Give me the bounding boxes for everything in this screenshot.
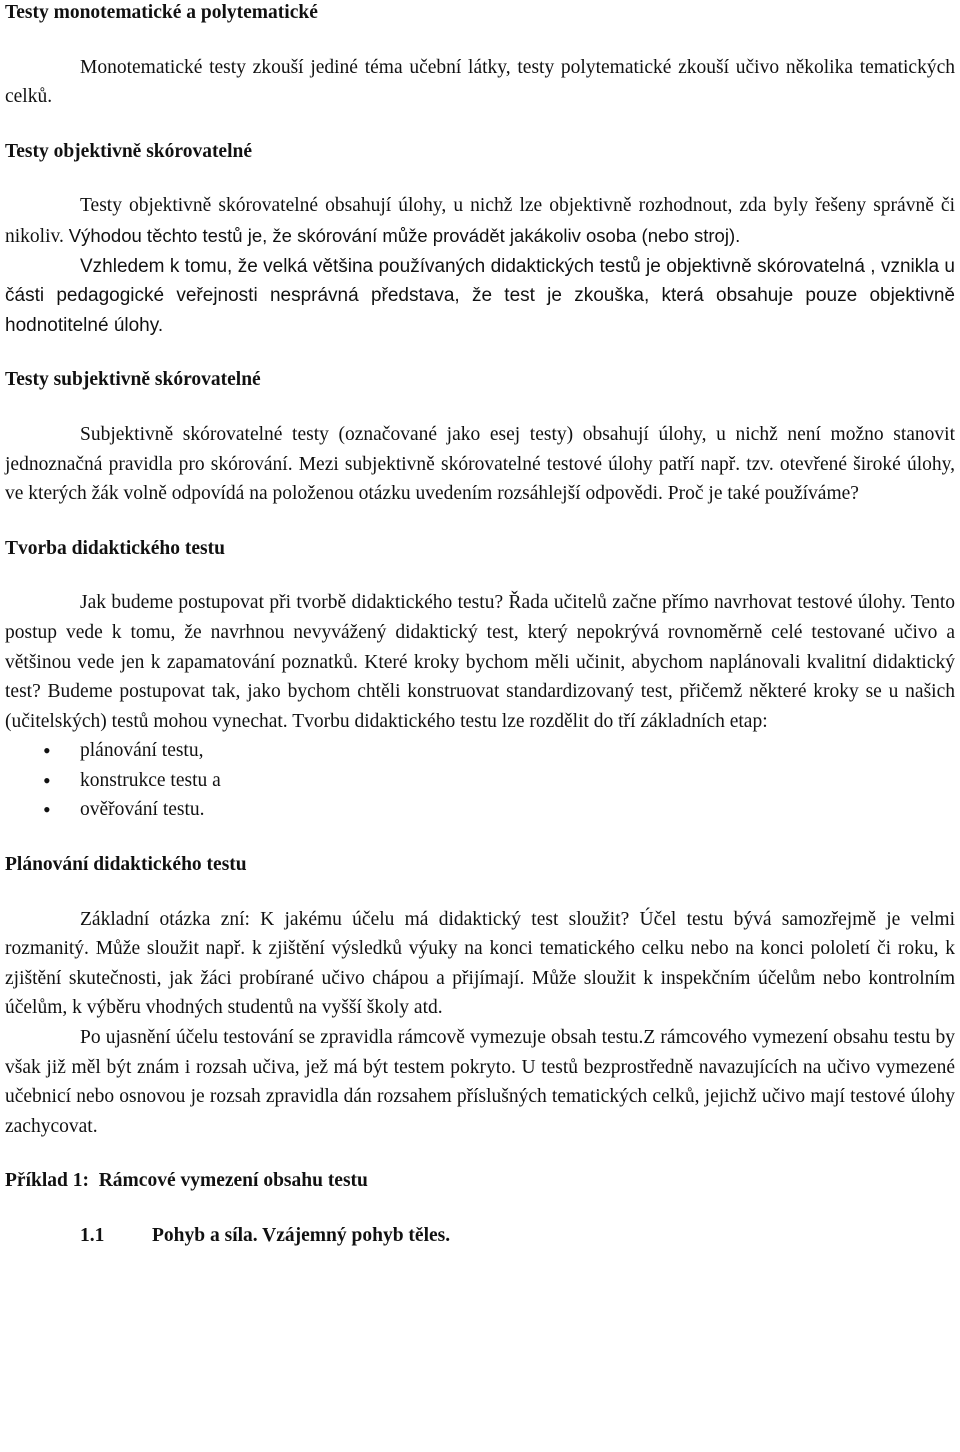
- list-item: • plánování testu,: [5, 736, 955, 766]
- paragraph-objektivne-1b: Výhodou těchto testů je, že skórování může provádět jakákoliv osoba (nebo stroj).: [68, 224, 741, 246]
- stages-list: [5, 736, 955, 825]
- paragraph-monotematicke: Monotematické testy zkouší jediné téma učební látky, testy polytematické zkouší učivo několika tematických celků.: [5, 56, 955, 108]
- paragraph-objektivne-1a: Testy objektivně skórovatelné obsahují úlohy, u nichž lze objektivně rozhodnout, zda byly řešeny správně či nikoliv.: [5, 195, 955, 247]
- paragraph-objektivne-2: Vzhledem k tomu, že velká většina používaných didaktických testů je objektivně skórovatelná , vznikla u části pedagogické veřejnosti nesprávná představa, že test je zkouška, která obsahuje pouze objektivně hodnotitelné úlohy.: [5, 255, 955, 336]
- paragraph-subjektivne: Subjektivně skórovatelné testy (označované jako esej testy) obsahují úlohy, u nichž není možno stanovit jednoznačná pravidla pro skórování. Mezi subjektivně skórovatelné testové úlohy patří např. tzv. otevřené široké úlohy, ve kterých žák volně odpovídá na položenou otázku uvedením rozsáhlejší odpovědi. Proč je také používáme?: [5, 423, 955, 505]
- example-item-text: Pohyb a síla. Vzájemný pohyb těles.: [152, 1225, 451, 1246]
- heading-objektivne: Testy objektivně skórovatelné: [5, 140, 253, 162]
- heading-subjektivne: Testy subjektivně skórovatelné: [5, 369, 261, 391]
- paragraph-tvorba: Jak budeme postupovat při tvorbě didaktického testu? Řada učitelů začne přímo navrhovat testové úlohy. Tento postup vede k tomu, že navrhnou nevyvážený didaktický test, který nepokrývá rovnoměrně celé testované učivo a většinou vede jen k zapamatování poznatků. Které kroky bychom měli učinit, abychom naplánovali kvalitní didaktický test? Budeme postupovat tak, jako bychom chtěli konstruovat standardizovaný test, přičemž některé kroky se u našich (učitelských) testů mohou vynechat. Tvorbu didaktického testu lze rozdělit do tří základních etap:: [5, 592, 955, 732]
- list-item: • ověřování testu.: [5, 795, 955, 825]
- heading-tvorba: Tvorba didaktického testu: [5, 537, 225, 559]
- list-item: • konstrukce testu a: [5, 766, 955, 796]
- document-page: [5, 0, 955, 1251]
- example-item: [5, 1221, 955, 1251]
- paragraph-objektivne-1: [5, 191, 955, 251]
- heading-monotematicke: Testy monotematické a polytematické: [5, 2, 318, 23]
- heading-planovani: Plánování didaktického testu: [5, 854, 247, 876]
- example-item-number: 1.1: [80, 1225, 105, 1246]
- paragraph-planovani-1: Základní otázka zní: K jakému účelu má didaktický test sloužit? Účel testu bývá samozřejmě je velmi rozmanitý. Může sloužit např. k zjištění výsledků výuky na konci tematického celku nebo na konci pololetí či roku, k zjištění skutečnosti, jak žáci probírané učivo chápou a přijímají. Může sloužit k inspekčním účelům nebo kontrolním účelům, k výběru vhodných studentů na vyšší školy atd.: [5, 908, 955, 1019]
- heading-priklad: Příklad 1: Rámcové vymezení obsahu testu: [5, 1170, 368, 1192]
- paragraph-planovani-2: Po ujasnění účelu testování se zpravidla rámcově vymezuje obsah testu.Z rámcového vymezení obsahu testu by však již měl být znám i rozsah učiva, jež má být testem pokryto. U testů bezprostředně navazujících na učivo vymezené učebnicí nebo osnovou je rozsah zpravidla dán rozsahem příslušných tematických celků, jejichž učivo mají testové úlohy zachycovat.: [5, 1027, 955, 1137]
